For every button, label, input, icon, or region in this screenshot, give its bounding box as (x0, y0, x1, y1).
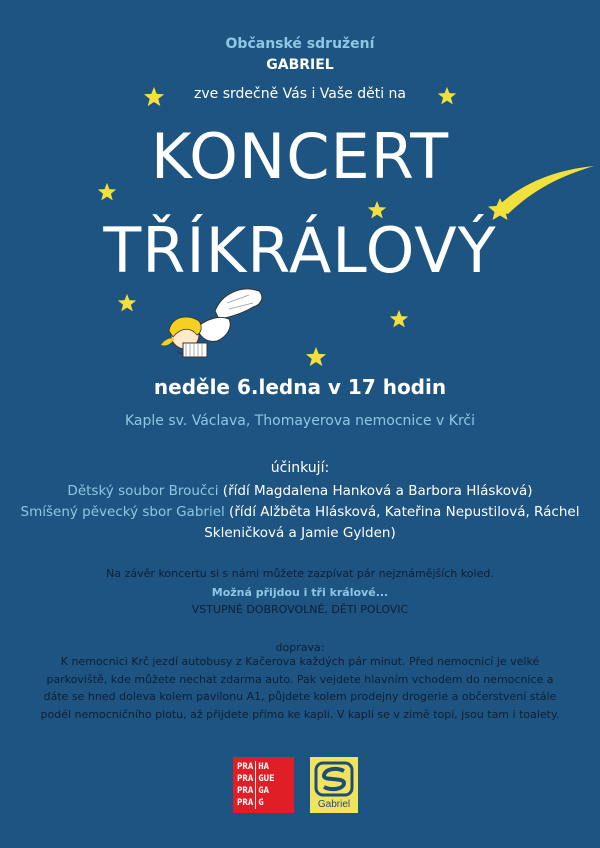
kings-note: Možná přijdou i tři králové... (211, 586, 389, 599)
gabriel-logo-name: Gabriel (317, 799, 351, 810)
performer-2-name: Smíšený pěvecký sbor Gabriel (20, 504, 225, 520)
closing-note: Na závěr koncertu si s námi můžete zazpívat pár nejznámějších koled. (106, 567, 494, 580)
gabriel-emblem-icon (314, 761, 354, 797)
star-icon (305, 346, 327, 368)
title-line-2: TŘÍKRÁLOVÝ (103, 214, 497, 287)
invitation-text: zve srdečně Vás i Vaše děti na (194, 86, 406, 102)
organizer-label: Občanské sdružení (225, 36, 375, 52)
performer-2 (20, 502, 580, 544)
prague-logo-text: PRA (237, 762, 254, 772)
prague-logo-text: G (258, 798, 264, 808)
entry-fee-note: VSTUPNÉ DOBROVOLNÉ, DĚTI POLOVIC (191, 603, 409, 616)
prague-logo-text: GA (258, 786, 270, 796)
gabriel-logo (310, 757, 358, 813)
prague-logo-text: HA (258, 762, 270, 772)
organizer-name: GABRIEL (266, 57, 334, 73)
event-date-time: neděle 6.ledna v 17 hodin (153, 375, 447, 399)
prague-logo-text: PRA (237, 774, 254, 784)
prague-logo-text: PRA (237, 786, 254, 796)
prague-logo (233, 757, 294, 813)
directions-heading: doprava: (275, 641, 325, 654)
title-line-1: KONCERT (150, 120, 450, 193)
prague-logo-col-1 (237, 761, 256, 809)
directions-text: K nemocnici Krč jezdí autobusy z Kačerova každých pár minut. Před nemocnicí je velké parkoviště, kde můžete nechat zdarma auto. Pak vejdete hlavním vchodem do nemocnice a dáte se hned doleva kolem pavilonu A1, půjdete kolem prodejny drogerie a občerstvení stále podél nemocničního plotu, až přijdete přímo ke kapli. V kapli se v zimě topí, jsou tam i toalety. (40, 655, 560, 721)
performers-list (20, 481, 580, 544)
prague-logo-text: GUE (258, 774, 275, 784)
prague-logo-text: PRA (237, 798, 254, 808)
performer-2-note: (řídí Alžběta Hlásková, Kateřina Nepustilová, Ráchel Skleničková a Jamie Gylden) (204, 504, 580, 541)
star-icon (117, 293, 137, 313)
event-place: Kaple sv. Václava, Thomayerova nemocnice v Krči (124, 413, 476, 429)
performers-heading: účinkují: (270, 460, 330, 476)
angel-illustration (157, 283, 267, 363)
star-icon (389, 309, 409, 329)
performer-1 (20, 481, 580, 502)
performer-1-note: (řídí Magdalena Hanková a Barbora Hlásková) (218, 483, 533, 499)
prague-logo-col-2 (256, 761, 274, 809)
performer-1-name: Dětský soubor Broučci (67, 483, 219, 499)
